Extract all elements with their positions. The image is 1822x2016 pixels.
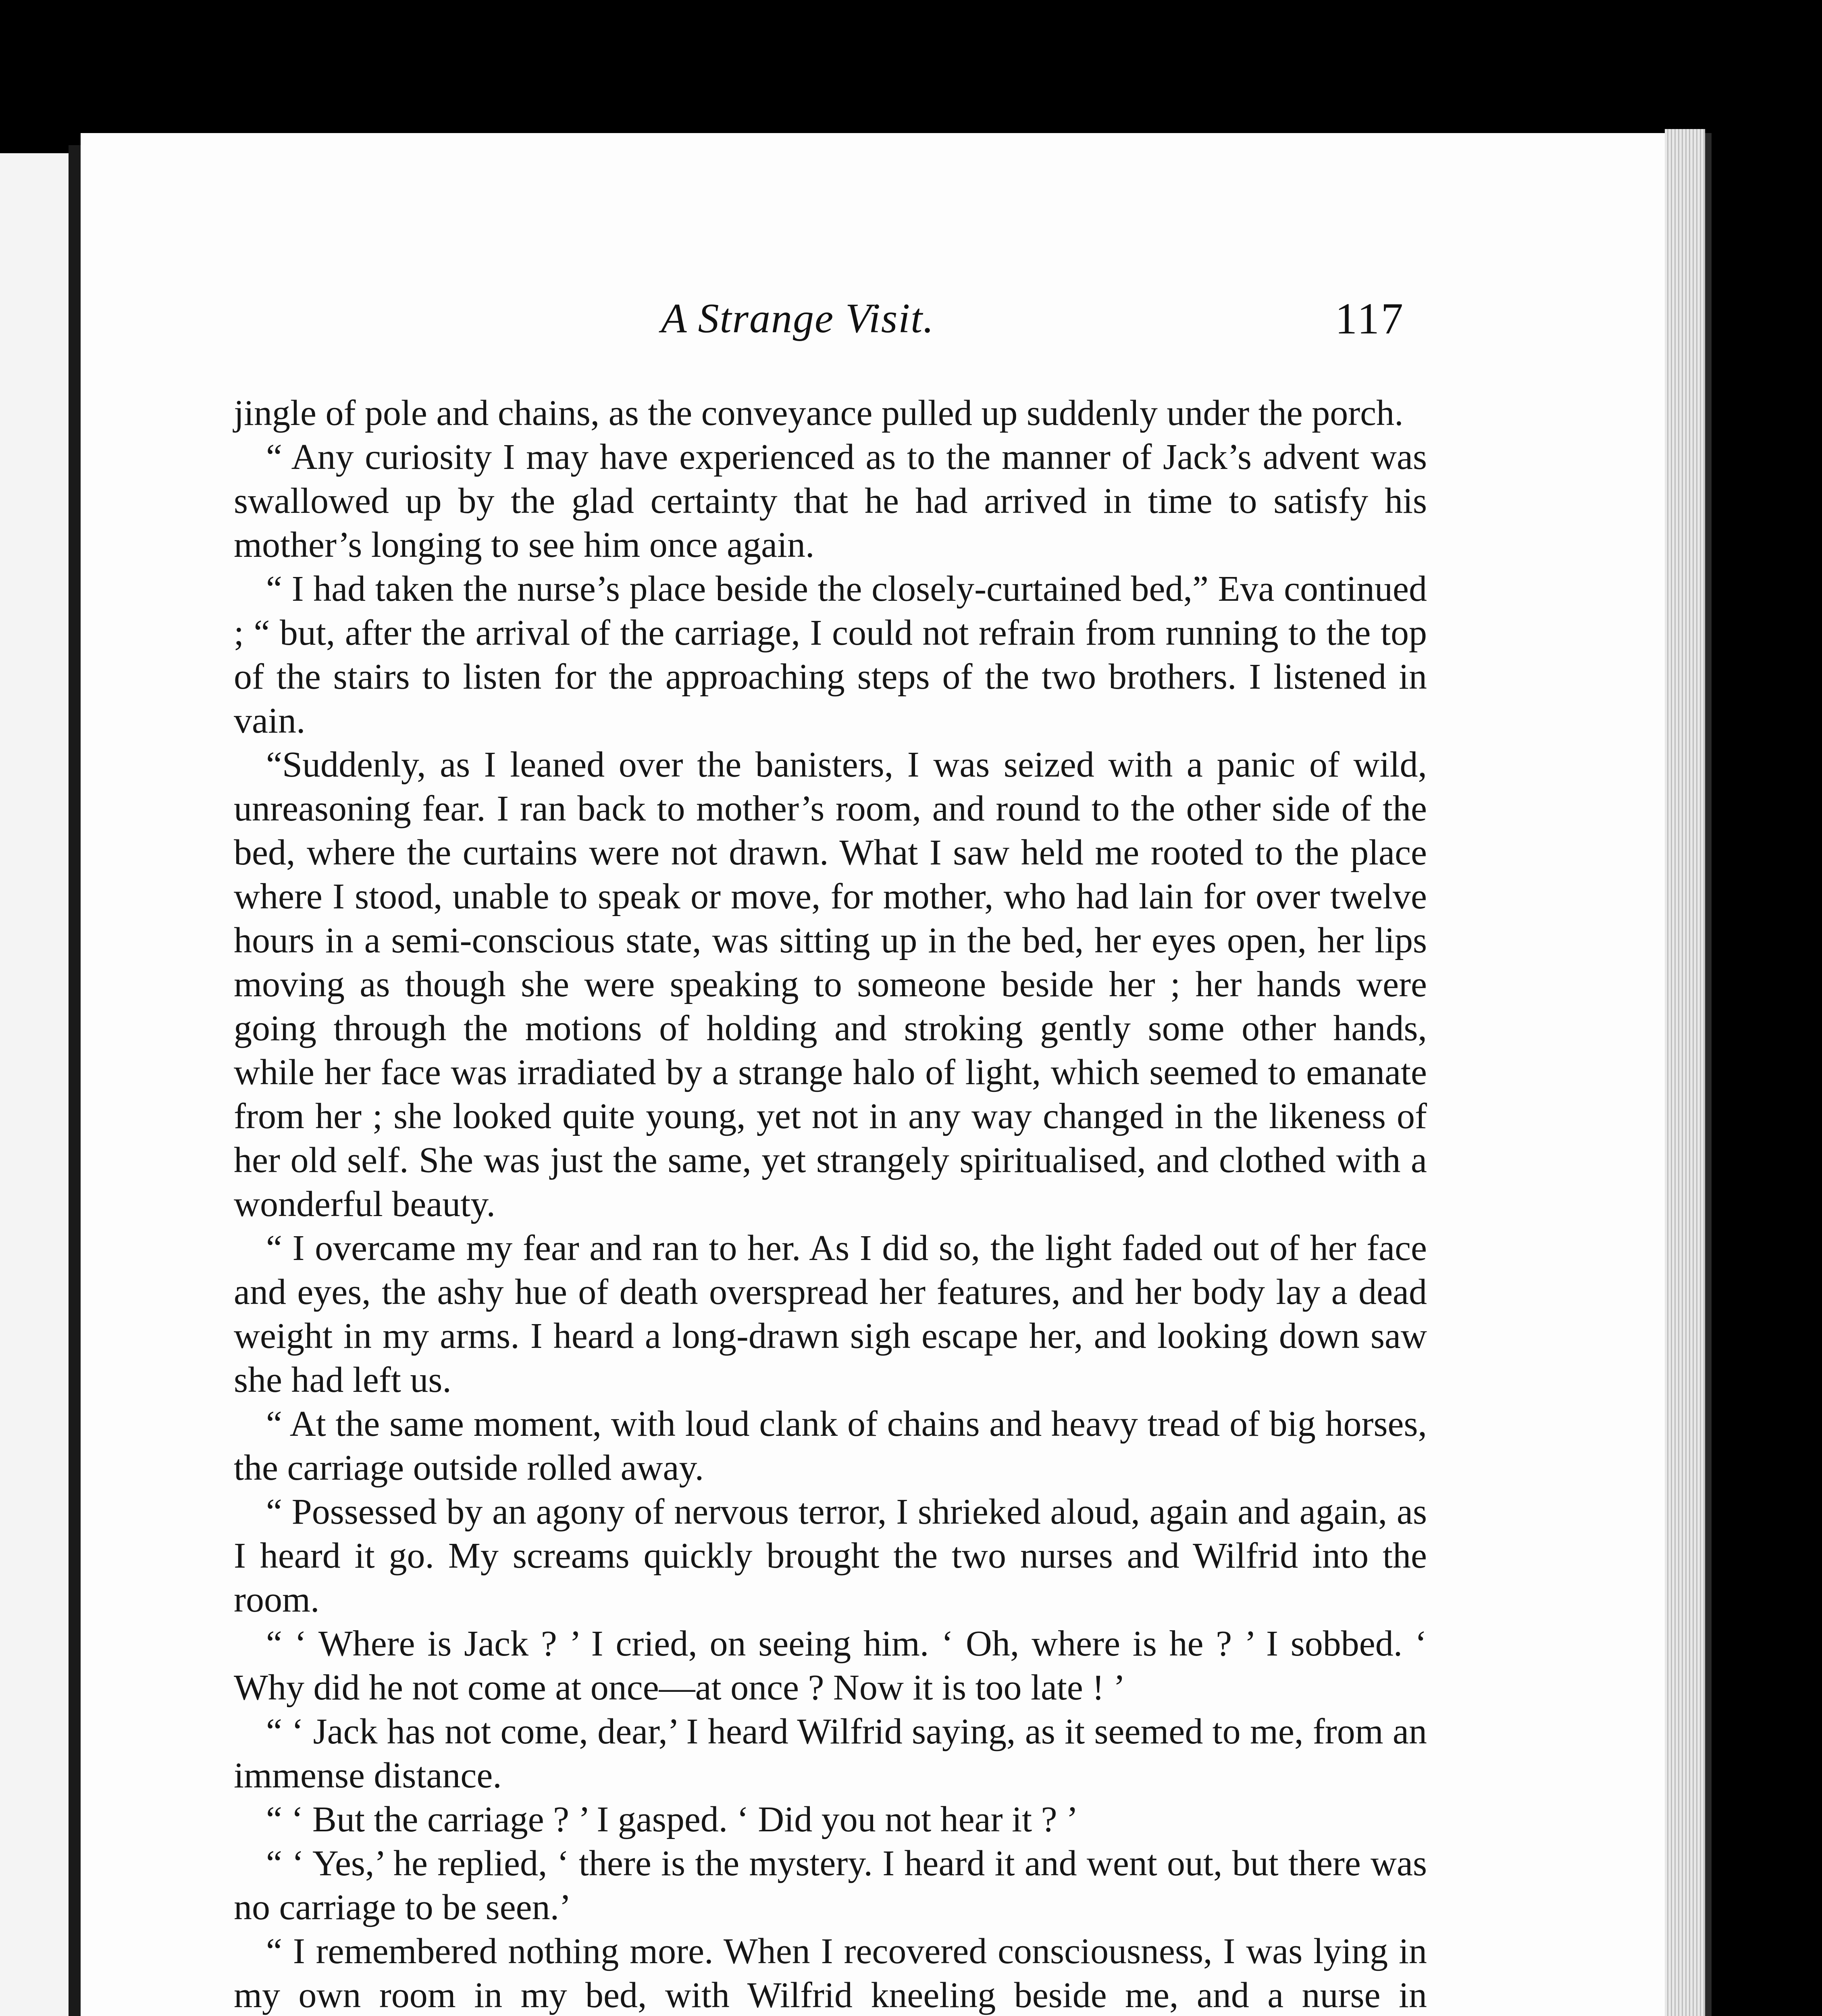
paragraph: “ ‘ Where is Jack ? ’ I cried, on seeing him. ‘ Oh, where is he ? ’ I sobbed. ‘ Why did he not come at once—at once ? Now it is too late ! ’	[234, 1624, 1427, 1708]
paragraph: jingle of pole and chains, as the conveyance pulled up suddenly under the porch.	[234, 393, 1404, 433]
paragraph: “ At the same moment, with loud clank of chains and heavy tread of big horses, the carriage outside rolled away.	[234, 1404, 1427, 1488]
body-text	[234, 391, 1427, 2016]
right-page-edge	[1665, 129, 1705, 2016]
paragraph: “ ‘ Jack has not come, dear,’ I heard Wilfrid saying, as it seemed to me, from an immense distance.	[234, 1712, 1427, 1795]
paragraph: “ ‘ Yes,’ he replied, ‘ there is the mystery. I heard it and went out, but there was no carriage to be seen.’	[234, 1843, 1427, 1927]
paragraph: “ I had taken the nurse’s place beside the closely-curtained bed,” Eva continued ; “ but, after the arrival of the carriage, I could not refrain from running to the top of the stairs to listen for the approaching steps of the two brothers. I listened in vain.	[234, 569, 1427, 741]
paragraph: “ ‘ But the carriage ? ’ I gasped. ‘ Did you not hear it ? ’	[266, 1799, 1079, 1839]
paragraph: “ I overcame my fear and ran to her. As I did so, the light faded out of her face and eyes, the ashy hue of death overspread her features, and her body lay a dead weight in my arms. I heard a long-drawn sigh escape her, and looking down saw she had left us.	[234, 1228, 1427, 1400]
paragraph: “ Any curiosity I may have experienced as to the manner of Jack’s advent was swallowed up by the glad certainty that he had arrived in time to satisfy his mother’s longing to see him once again.	[234, 437, 1427, 565]
paragraph: “ I remembered nothing more. When I recovered consciousness, I was lying in my own room in my bed, with Wilfrid kneeling beside me, and a nurse in	[234, 1931, 1427, 2015]
page-number: 117	[1335, 294, 1405, 343]
paragraph: “ Possessed by an agony of nervous terror, I shrieked aloud, again and again, as I heard it go. My screams quickly brought the two nurses and Wilfrid into the room.	[234, 1492, 1427, 1620]
right-page-edge-shadow	[1705, 133, 1712, 2016]
left-page-edge	[0, 153, 69, 2016]
paragraph: “Suddenly, as I leaned over the banisters, I was seized with a panic of wild, unreasoning fear. I ran back to mother’s room, and round to the other side of the bed, where the curtains were not drawn. What I saw held me rooted to the place where I stood, unable to speak or move, for mother, who had lain for over twelve hours in a semi-conscious state, was sitting up in the bed, her eyes open, her lips moving as though she were speaking to someone beside her ; her hands were going through the motions of holding and stroking gently some other hands, while her face was irradiated by a strange halo of light, which seemed to emanate from her ; she looked quite young, yet not in any way changed in the likeness of her old self. She was just the same, yet strangely spiritualised, and clothed with a wonderful beauty.	[234, 745, 1427, 1224]
running-head-title: A Strange Visit.	[661, 295, 935, 342]
